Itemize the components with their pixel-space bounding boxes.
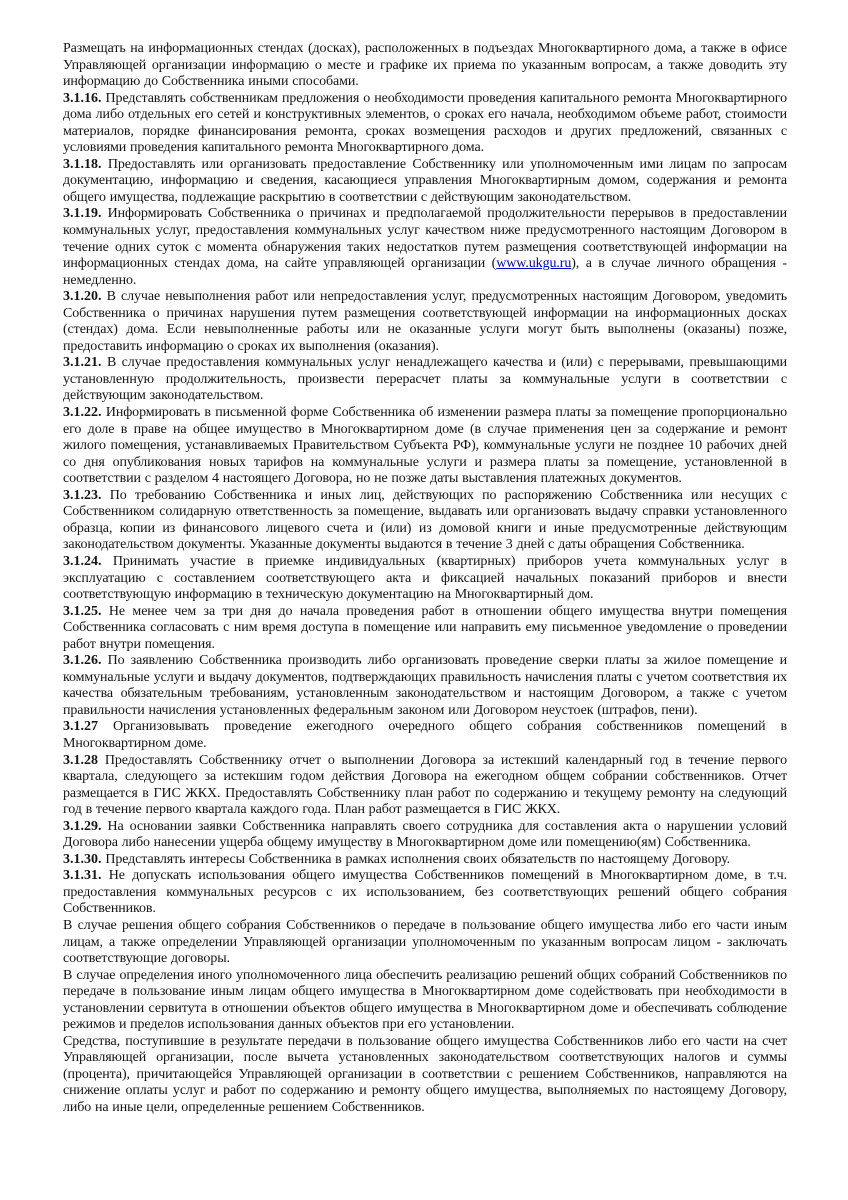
clause-3.1.16: 3.1.16. Представлять собственникам предложения о необходимости проведения капитального ремонта Многоквартирного дома либо отдельных его сетей и конструктивных элементов, о сроках его начала, необходимом объеме работ, стоимости материалов, порядке финансирования ремонта, сроках возмещения расходов и других предложений, связанных с условиями проведения капитального ремонта Многоквартирного дома.	[63, 90, 787, 156]
clause-3.1.19: 3.1.19. Информировать Собственника о причинах и предполагаемой продолжительности перерывов в предоставлении коммунальных услуг, предоставления коммунальных услуг качеством ниже предусмотренного настоящим Договором в течение одних суток с момента обнаружения таких недостатков путем размещения соответствующей информации на информационных стендах дома, на сайте управляющей организации (www.ukgu.ru), а в случае личного обращения - немедленно.	[63, 206, 788, 288]
clause-number: 3.1.30.	[63, 851, 102, 867]
contract-paragraph-0: Размещать на информационных стендах (досках), расположенных в подъездах Многоквартирного дома, а также в офисе Управляющей организации информацию о месте и графике их приема по указанным вопросам, а также доводить эту информацию до Собственника иными способами.	[63, 41, 787, 90]
contract-paragraph-17: В случае определения иного уполномоченного лица обеспечить реализацию решений общих собраний Собственников по передаче в пользование иным лицам общего имущества в Многоквартирном доме содействовать при необходимости в установлении сервитута в отношении объектов общего имущества в Многоквартирном доме и обеспечивать соблюдение режимов и пределов использования данных объектов при его установлении.	[63, 967, 787, 1033]
clause-number: 3.1.28	[63, 752, 98, 768]
clause-number: 3.1.23.	[63, 487, 102, 503]
clause-number: 3.1.26.	[63, 653, 102, 669]
clause-number: 3.1.24.	[63, 553, 102, 569]
clause-3.1.22: 3.1.22. Информировать в письменной форме Собственника об изменении размера платы за помещение пропорционально его доле в праве на общее имущество в Многоквартирном доме (в случае применения цен за содержание и ремонт жилого помещения, устанавливаемых Правительством Субъекта РФ), коммунальные услуги не позднее 10 рабочих дней со дня опубликования новых тарифов на коммунальные услуги и размера платы за помещение, установленной в соответствии с разделом 4 настоящего Договора, но не позже даты выставления платежных документов.	[63, 405, 787, 487]
clause-3.1.31: 3.1.31. Не допускать использования общего имущества Собственников помещений в Многоквартирном доме, в т.ч. предоставления коммунальных ресурсов с их использованием, без соответствующих решений общего собрания Собственников.	[63, 868, 787, 917]
clause-number: 3.1.25.	[63, 603, 102, 619]
clause-3.1.23: 3.1.23. По требованию Собственника и иных лиц, действующих по распоряжению Собственника или несущих с Собственником солидарную ответственность за помещение, выдавать или организовать выдачу справки установленного образца, копии из финансового лицевого счета и (или) из домовой книги и иные предусмотренные действующим законодательством документы. Указанные документы выдаются в течение 3 дней с даты обращения Собственника.	[63, 487, 787, 553]
clause-number: 3.1.21.	[63, 355, 102, 371]
clause-number: 3.1.31.	[63, 868, 102, 884]
clause-3.1.21: 3.1.21. В случае предоставления коммунальных услуг ненадлежащего качества и (или) с перерывами, превышающими установленную продолжительность, произвести перерасчет платы за коммунальные услуги в соответствии с действующим законодательством.	[63, 355, 787, 404]
clause-3.1.25: 3.1.25. Не менее чем за три дня до начала проведения работ в отношении общего имущества внутри помещения Собственника согласовать с ним время доступа в помещение или направить ему письменное уведомление о проведении работ внутри помещения.	[63, 603, 787, 652]
clause-number: 3.1.27	[63, 719, 98, 735]
contract-paragraph-16: В случае решения общего собрания Собственников о передаче в пользование общего имущества либо его части иным лицам, а также определении Управляющей организации уполномоченным по указанным вопросам лицом - заключать соответствующие договоры.	[63, 917, 787, 967]
clause-3.1.28: 3.1.28 Предоставлять Собственнику отчет о выполнении Договора за истекший календарный год в течение первого квартала, следующего за истекшим годом действия Договора на ежегодном общем собрании собственников. Отчет размещается в ГИС ЖКХ. Предоставлять Собственнику план работ по содержанию и текущему ремонту на следующий год в течение первого квартала каждого года. План работ размещается в ГИС ЖКХ.	[63, 752, 787, 818]
clause-3.1.29: 3.1.29. На основании заявки Собственника направлять своего сотрудника для составления акта о нарушении условий Договора либо нанесении ущерба общему имуществу в Многоквартирном доме или помещению(ям) Собственника.	[63, 818, 787, 851]
clause-number: 3.1.22.	[63, 405, 102, 421]
clause-number: 3.1.20.	[63, 289, 102, 305]
ukgu-website-link[interactable]: www.ukgu.ru	[496, 256, 572, 272]
clause-3.1.26: 3.1.26. По заявлению Собственника производить либо организовать проведение сверки платы за жилое помещение и коммунальные услуги и выдачу документов, подтверждающих правильность начисления платы с учетом соответствия их качества обязательным требованиям, установленным законодательством и настоящим Договором, а также с учетом правильности начисления установленных федеральным законом или Договором неустоек (штрафов, пени).	[63, 653, 787, 718]
clause-3.1.27: 3.1.27 Организовывать проведение ежегодного очередного общего собрания собственников помещений в Многоквартирном доме.	[63, 719, 787, 751]
clause-number: 3.1.16.	[63, 90, 102, 106]
clause-3.1.30: 3.1.30. Представлять интересы Собственника в рамках исполнения своих обязательств по настоящему Договору.	[63, 851, 731, 867]
clause-3.1.20: 3.1.20. В случае невыполнения работ или непредоставления услуг, предусмотренных настоящим Договором, уведомить Собственника о причинах нарушения путем размещения соответствующей информации на информационных досках (стендах) дома. Если невыполненные работы или не оказанные услуги могут быть выполнены (оказаны) позже, предоставить информацию о сроках их выполнения (оказания).	[63, 289, 787, 354]
clause-3.1.24: 3.1.24. Принимать участие в приемке индивидуальных (квартирных) приборов учета коммунальных услуг в эксплуатацию с составлением соответствующего акта и фиксацией начальных показаний приборов и внести соответствующую информацию в техническую документацию на Многоквартирный дом.	[63, 553, 787, 603]
contract-paragraph-18: Средства, поступившие в результате передачи в пользование общего имущества Собственников либо его части на счет Управляющей организации, после вычета установленных законодательством соответствующих налогов и суммы (процента), причитающейся Управляющей организации в соответствии с решением Собственников, направляются на снижение оплаты услуг и работ по содержанию и ремонту общего имущества, выполняемых по настоящему Договору, либо на иные цели, определенные решением Собственников.	[63, 1033, 787, 1115]
clause-number: 3.1.19.	[63, 206, 102, 222]
document-body	[63, 41, 787, 1117]
clause-number: 3.1.29.	[63, 818, 102, 834]
clause-number: 3.1.18.	[63, 156, 102, 172]
clause-3.1.18: 3.1.18. Предоставлять или организовать предоставление Собственнику или уполномоченным ими лицам по запросам документацию, информацию и сведения, касающиеся управления Многоквартирным домом, содержания и ремонта общего имущества, подлежащие раскрытию в соответствии с действующим законодательством.	[63, 156, 787, 205]
